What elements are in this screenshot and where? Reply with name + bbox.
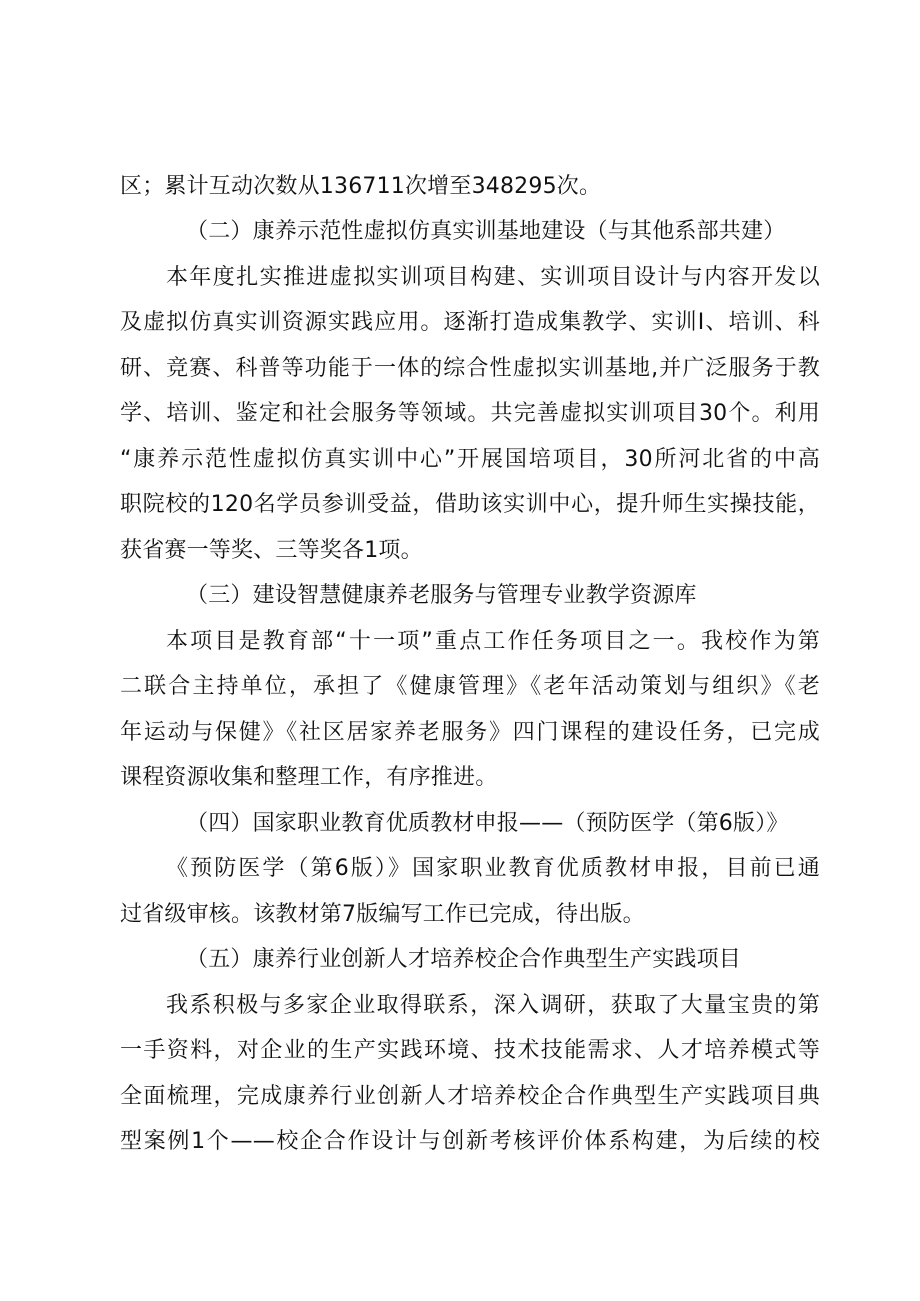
paragraph-line: 职院校的120名学员参训受益，借助该实训中心，提升师生实操技能， bbox=[120, 492, 820, 517]
paragraph-line: 及虚拟仿真实训资源实践应用。逐渐打造成集教学、实训I、培训、科 bbox=[120, 310, 820, 335]
paragraph-line: 获省赛一等奖、三等奖各1项。 bbox=[120, 538, 423, 563]
paragraph-line: 本项目是教育部“十一项”重点工作任务项目之一。我校作为第 bbox=[166, 629, 820, 654]
paragraph-line: 本年度扎实推进虚拟实训项目构建、实训项目设计与内容开发以 bbox=[166, 265, 820, 290]
section-heading-3: （三）建设智慧健康养老服务与管理专业教学资源库 bbox=[186, 583, 697, 608]
section-heading-5: （五）康养行业创新人才培养校企合作典型生产实践项目 bbox=[186, 947, 742, 972]
paragraph-line: 区；累计互动次数从136711次增至348295次。 bbox=[120, 174, 602, 199]
paragraph-line: 年运动与保健》《社区居家养老服务》四门课程的建设任务，已完成 bbox=[120, 720, 820, 745]
paragraph-line: 我系积极与多家企业取得联系，深入调研，获取了大量宝贵的第 bbox=[166, 993, 820, 1018]
paragraph-line: 二联合主持单位，承担了《健康管理》《老年活动策划与组织》《老 bbox=[120, 674, 820, 699]
paragraph-line: 学、培训、鉴定和社会服务等领域。共完善虚拟实训项目30个。利用 bbox=[120, 401, 820, 426]
paragraph-line: 课程资源收集和整理工作，有序推进。 bbox=[120, 765, 498, 790]
paragraph-line: 型案例1个——校企合作设计与创新考核评价体系构建，为后续的校 bbox=[120, 1129, 820, 1154]
paragraph-line: 《预防医学（第6版）》国家职业教育优质教材申报，目前已通 bbox=[166, 856, 820, 881]
paragraph-line: “康养示范性虚拟仿真实训中心”开展国培项目，30所河北省的中高 bbox=[120, 447, 820, 472]
paragraph-line: 研、竞赛、科普等功能于一体的综合性虚拟实训基地,并广泛服务于教 bbox=[120, 356, 820, 381]
section-heading-2: （二）康养示范性虚拟仿真实训基地建设（与其他系部共建） bbox=[186, 219, 786, 244]
paragraph-line: 过省级审核。该教材第7版编写工作已完成，待出版。 bbox=[120, 902, 645, 927]
paragraph-line: 全面梳理，完成康养行业创新人才培养校企合作典型生产实践项目典 bbox=[120, 1084, 820, 1109]
paragraph-line: 一手资料，对企业的生产实践环境、技术技能需求、人才培养模式等 bbox=[120, 1038, 820, 1063]
section-heading-4: （四）国家职业教育优质教材申报——（预防医学（第6版）》 bbox=[186, 811, 789, 836]
